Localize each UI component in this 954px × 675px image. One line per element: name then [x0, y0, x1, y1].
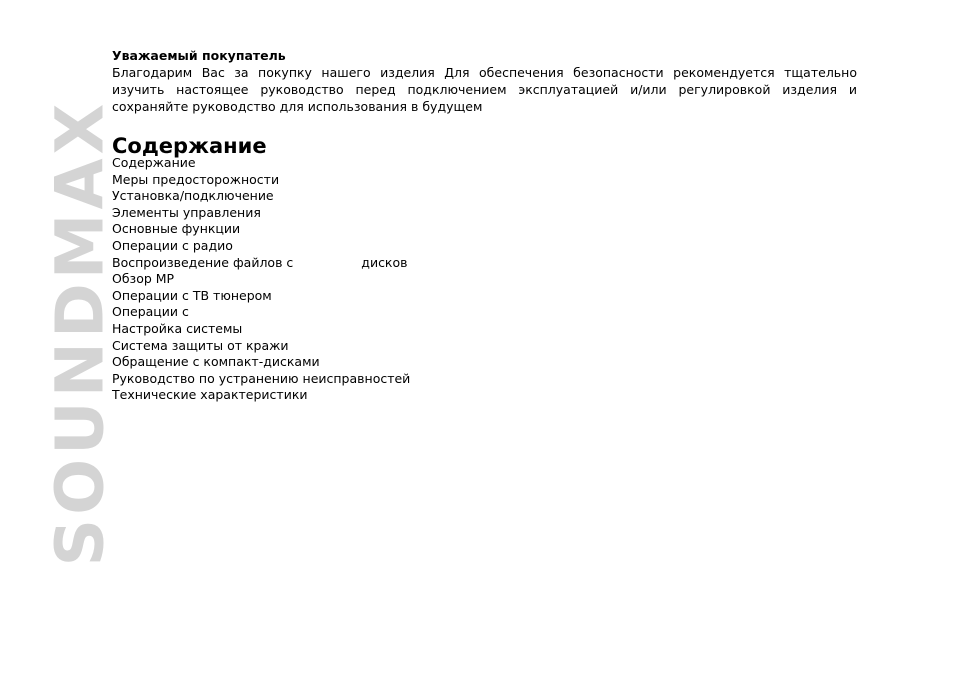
soundmax-logo-text: SOUNDMAX	[41, 99, 119, 566]
toc-item-text: Воспроизведение файлов с	[112, 254, 294, 270]
toc-item: Настройка системы	[112, 320, 243, 336]
toc-item: Операции с ТВ тюнером	[112, 287, 272, 303]
page-content	[112, 47, 857, 404]
toc-item: Технические характеристики	[112, 387, 308, 403]
toc-item: Установка/подключение	[112, 188, 274, 204]
toc-item: Система защиты от кражи	[112, 337, 289, 353]
toc-item: Содержание	[112, 155, 196, 170]
toc-item: Обращение с компакт-дисками	[112, 354, 320, 370]
soundmax-logo-watermark	[41, 40, 119, 625]
toc-item-text-suffix: дисков	[361, 254, 408, 270]
toc-item	[112, 255, 857, 272]
toc-item: Элементы управления	[112, 204, 261, 220]
toc-list	[112, 155, 857, 404]
intro-paragraph: Благодарим Вас за покупку нашего изделия Для обеспечения безопасности рекомендуется тщательно изучить настоящее руководство перед подключением эксплуатацией и/или регулировкой изделия и сохраняйте руководство для использования в будущем	[112, 65, 857, 114]
toc-title: Содержание	[112, 134, 267, 158]
toc-item: Меры предосторожности	[112, 171, 280, 187]
greeting-heading: Уважаемый покупатель	[112, 48, 286, 63]
toc-item: Руководство по устранению неисправностей	[112, 370, 411, 386]
toc-item: Операции с	[112, 304, 189, 320]
toc-item: Обзор MP	[112, 271, 175, 287]
toc-item: Операции с радио	[112, 237, 233, 253]
toc-item: Основные функции	[112, 221, 241, 237]
